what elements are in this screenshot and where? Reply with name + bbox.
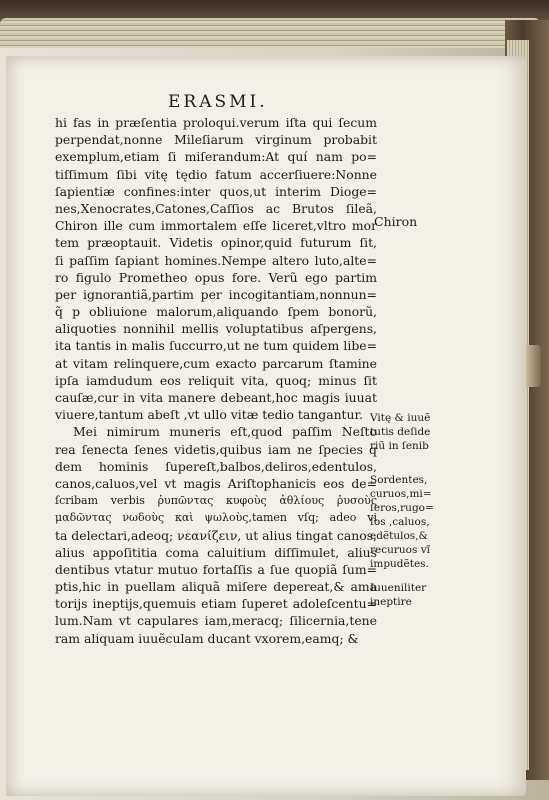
margin-note: tutis deſide (370, 426, 431, 438)
margin-note: Sordentes, (370, 474, 428, 486)
text-line: alius appoſititia coma caluitium diſſimulet, alius (55, 544, 377, 560)
text-line: canos,caluos,vel vt magis Ariſtophanicis eos de= (55, 475, 377, 491)
margin-note: ineptire (370, 596, 412, 608)
main-text-block (55, 114, 377, 647)
margin-note: edẽtulos,& (370, 530, 428, 542)
margin-note: curuos,mi= (370, 488, 432, 500)
text-line: Chiron ille cum immortalem eſſe liceret,vltro mor (55, 218, 377, 234)
margin-note: Chiron (374, 214, 418, 229)
text-line: ram aliquam iuuẽculam ducant vxorem,eamq; & (55, 630, 359, 646)
text-line: ta delectari,adeoq; νεανίζειν, ut alius tingat canos, (55, 527, 377, 543)
text-line: ptis,hic in puellam aliquã miſere depereat,& ama (55, 579, 377, 595)
text-line: ſi paſſim ſapiant homines.Nempe altero luto,alte= (55, 252, 377, 268)
running-head: ERASMI. (168, 92, 268, 112)
text-line: dentibus vtatur mutuo fortaſſis a ſue quopiã ſum= (55, 561, 377, 577)
greek-text-line: ſcribam verbis ῥυπῶντας κυφοὺς ἀθλίους ῥυσοὺς (55, 494, 377, 508)
text-line: dem hominis ſupereſt,balbos,deliros,edentulos, (55, 458, 377, 474)
margin-note: Vitę & iuuẽ (370, 412, 431, 424)
text-line: torijs ineptijs,quemuis etiam ſuperet adoleſcentu= (55, 596, 377, 612)
text-line: aliquoties nonnihil mellis voluptatibus aſpergens, (55, 321, 377, 337)
margin-note: Iuueniliter (370, 582, 427, 594)
page-edges-top (0, 18, 540, 48)
text-line: rea ſenecta ſenes videtis,quibus iam ne ſpecies q (55, 441, 377, 457)
paragraph-start-line: Mei nimirum muneris eſt,quod paſſim Neſto (73, 424, 377, 440)
text-line: cauſæ,cur in vita manere debeant,hoc magis iuuat (55, 390, 377, 405)
margin-note: recuruos vĩ (370, 544, 430, 556)
text-line: at vitam relinquere,cum exacto parcarum ſtamine (55, 355, 377, 371)
text-line: ipſa iamdudum eos reliquit vita, quoq; minus ſit (55, 372, 377, 388)
text-line: exemplum,etiam ſi miſerandum:At quí nam po= (55, 149, 377, 165)
text-line: nes,Xenocrates,Catones,Caſſios ac Brutos ſileã, (55, 200, 377, 216)
margin-note: ſeros,rugo= (370, 502, 434, 514)
margin-note: riũ in ſenib (370, 440, 429, 452)
text-line: per ignorantiã,partim per incogitantiam,nonnun= (55, 286, 377, 302)
text-line: ita tantis in malis ſuccurro,ut ne tum quidem libe= (55, 338, 377, 354)
text-line: tiſſimum ſibi vitę tędio fatum accerſiuere:Nonne (55, 166, 377, 182)
greek-text-line: μαδῶντας νωδοὺς καὶ ψωλοὺς,tamen vſq; adeo vi (55, 511, 377, 525)
text-line: tem præoptauit. Videtis opinor,quid futurum ſit, (55, 235, 377, 251)
text-line: q̃ p obliuione malorum,aliquando ſpem bonorũ, (55, 304, 377, 320)
margin-note: impudẽtes. (370, 558, 429, 570)
margin-note: ſos ,caluos, (370, 516, 430, 528)
text-line: ſapientiæ confines:inter quos,ut interim Dioge= (55, 183, 377, 199)
text-line: ro figulo Prometheo opus fore. Verũ ego partim (55, 269, 377, 285)
text-line: lum.Nam vt capulares iam,meracq; ſilicernia,tene (55, 613, 377, 629)
text-line: viuere,tantum abeſt ,vt ullo vitæ tedio tangantur. (55, 407, 364, 423)
text-line: perpendat,nonne Mileſiarum virginum probabit (55, 132, 377, 148)
text-line: hi fas in præſentia proloqui.verum iſta qui ſecum (55, 115, 377, 130)
